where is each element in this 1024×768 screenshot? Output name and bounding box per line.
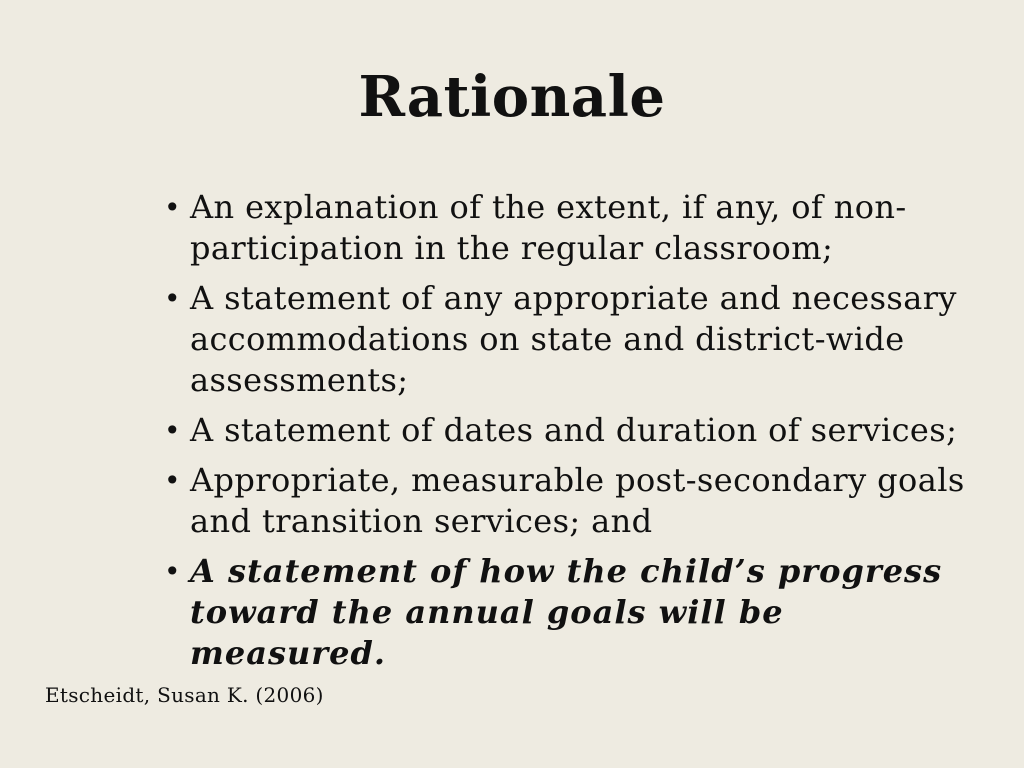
bullet-item bbox=[162, 278, 982, 401]
bullet-item-emphasized bbox=[162, 551, 982, 674]
bullet-item bbox=[162, 187, 982, 269]
bullet-text: An explanation of the extent, if any, of non-participation in the regular classroom; bbox=[190, 188, 907, 267]
bullet-dot-icon: • bbox=[164, 414, 181, 447]
bullet-text: A statement of any appropriate and necessary accommodations on state and district-wide assessments; bbox=[190, 279, 957, 399]
bullet-dot-icon: • bbox=[164, 464, 181, 497]
citation: Etscheidt, Susan K. (2006) bbox=[45, 683, 324, 707]
bullet-text: A statement of how the child’s progress toward the annual goals will be measured. bbox=[190, 552, 943, 672]
bullet-text: A statement of dates and duration of services; bbox=[190, 411, 958, 449]
bullet-dot-icon: • bbox=[164, 191, 181, 224]
bullet-text: Appropriate, measurable post-secondary goals and transition services; and bbox=[190, 461, 965, 540]
bullet-item bbox=[162, 410, 982, 451]
bullet-item bbox=[162, 460, 982, 542]
bullet-dot-icon: • bbox=[164, 555, 181, 588]
bullet-dot-icon: • bbox=[164, 282, 181, 315]
bullet-list bbox=[162, 187, 982, 683]
slide-title: Rationale bbox=[358, 64, 666, 130]
